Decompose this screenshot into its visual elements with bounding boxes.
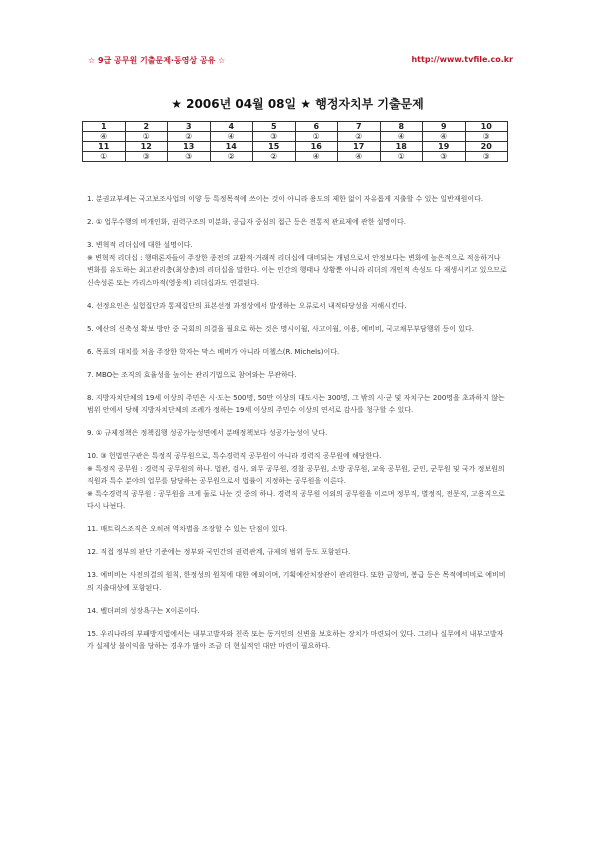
explanation-q14: 14. 벨더퍼의 성장욕구는 X이론이다. — [87, 606, 200, 615]
question-number-cell: 15 — [253, 142, 296, 152]
explanation-q15: 15. 우리나라의 부패방지법에서는 내부고발자와 친족 또는 동거인의 신변을 보호하는 장치가 마련되어 있다. 그러나 실무에서 내부고발자가 실제상 불이익을 당하는 경우가 많아 조금 더 현실적인 대안 마련이 필요하다. — [87, 629, 504, 650]
header-url-link[interactable]: http://www.tvfile.co.kr — [411, 55, 513, 64]
answer-cell: ③ — [253, 132, 296, 142]
page-header — [80, 55, 515, 67]
explanation-q10: 10. ③ 헌법연구관은 특정직 공무원으로, 특수경력직 공무원이 아니라 경력직 공무원에 해당한다. — [87, 452, 382, 460]
explanation-q11: 11. 매트릭스조직은 오히려 역차별을 조장할 수 있는 단점이 있다. — [87, 525, 288, 533]
explanation-q13: 13. 예비비는 사전의결의 원칙, 한정성의 원칙에 대한 예외이며, 기획예산처장관이 관리한다. 또한 금항비, 봉급 등은 목적예비비로 예비비의 지출대상에 포함된다. — [87, 571, 506, 592]
answer-cell: ④ — [338, 152, 381, 162]
document-title: ★ 2006년 04월 08일 ★ 행정자치부 기출문제 — [171, 97, 424, 111]
question-number-cell: 2 — [125, 122, 168, 132]
answer-cell: ③ — [168, 152, 211, 162]
answer-cell: ① — [83, 152, 126, 162]
answer-cell: ③ — [125, 152, 168, 162]
question-number-cell: 4 — [210, 122, 253, 132]
explanation-q4: 4. 선정요인은 실험집단과 통제집단의 표본선정 과정상에서 발생하는 오류로서 내적타당성을 저해시킨다. — [87, 301, 407, 310]
answer-cell: ② — [168, 132, 211, 142]
question-number-cell: 16 — [295, 142, 338, 152]
answer-table-row — [83, 132, 508, 142]
question-number-cell: 18 — [380, 142, 423, 152]
explanation-q3-note: ※ 변혁적 리더십 : 행태론자들이 주장한 종전의 교환적·거래적 리더십에 대비되는 개념으로서 안정보다는 변화에 높은적으로 적응하거나 변화를 유도하는 최고관리층(최상층)의 리더십을 말한다. 이는 인간의 행태나 상황뿐 아니라 리더의 개인적 속성도 다 재생시키고 있으므로 신속성론 또는 카리스마적(영웅적) 리더십과도 연결된다. — [87, 253, 507, 287]
explanation-q6: 6. 목표의 대치를 처음 주장한 학자는 막스 베버가 아니라 미첼스(R. Michels)이다. — [87, 347, 340, 356]
question-number-cell: 6 — [295, 122, 338, 132]
explanation-q12: 12. 직접 정부의 판단 기준에는 정부와 국민간의 권력관계, 규제의 범위 등도 포함된다. — [87, 548, 351, 556]
answer-cell: ① — [380, 152, 423, 162]
question-number-cell: 10 — [465, 122, 508, 132]
answer-cell: ② — [253, 152, 296, 162]
question-number-cell: 17 — [338, 142, 381, 152]
question-number-cell: 19 — [423, 142, 466, 152]
answer-cell: ④ — [210, 132, 253, 142]
explanations — [87, 193, 508, 663]
question-number-cell: 5 — [253, 122, 296, 132]
question-number-cell: 8 — [380, 122, 423, 132]
answer-cell: ② — [210, 152, 253, 162]
answer-cell: ① — [125, 132, 168, 142]
question-number-cell: 1 — [83, 122, 126, 132]
question-number-cell: 14 — [210, 142, 253, 152]
answer-cell: ③ — [465, 152, 508, 162]
explanation-q5: 5. 예산의 신축성 확보 방안 중 국회의 의결을 필요로 하는 것은 명시이월, 사고이월, 이용, 예비비, 국고채무부담행위 등이 있다. — [87, 324, 474, 333]
answer-cell: ③ — [465, 132, 508, 142]
question-number-cell: 11 — [83, 142, 126, 152]
explanation-q3: 3. 변혁적 리더십에 대한 설명이다. — [87, 241, 193, 249]
answer-table — [82, 121, 508, 162]
answer-table-row — [83, 122, 508, 132]
question-number-cell: 3 — [168, 122, 211, 132]
explanation-q10-note1: ※ 특정직 공무원 : 경력직 공무원의 하나. 법관, 검사, 외무 공무원, 경찰 공무원, 소방 공무원, 교육 공무원, 군인, 군무원 및 국가 정보원의 직원과 특수 분야의 업무를 담당하는 공무원으로서 법률이 지정하는 공무원을 이른다. — [87, 464, 505, 485]
question-number-cell: 12 — [125, 142, 168, 152]
question-number-cell: 13 — [168, 142, 211, 152]
explanation-q1: 1. 분권교부세는 국고보조사업의 이양 등 특정목적에 쓰이는 것이 아니라 용도의 제한 없이 자유롭게 지출할 수 있는 일반재원이다. — [87, 195, 484, 203]
explanation-q10-note2: ※ 특수경력직 공무원 : 공무원을 크게 둘로 나눈 것 중의 하나. 경력직 공무원 이외의 공무원을 이르며 정무직, 별정직, 전문직, 고용직으로 다시 나뉜다. — [87, 489, 505, 510]
answer-cell: ④ — [423, 132, 466, 142]
question-number-cell: 20 — [465, 142, 508, 152]
question-number-cell: 9 — [423, 122, 466, 132]
answer-cell: ① — [295, 132, 338, 142]
explanation-q2: 2. ① 업무수행의 비개인화, 권력구조의 미분화, 공급자 중심의 접근 등은 전통적 관료제에 관한 설명이다. — [87, 218, 407, 226]
question-number-cell: 7 — [338, 122, 381, 132]
explanation-q8: 8. 지방자치단체의 19세 이상의 주민은 시·도는 500명, 50만 이상의 대도시는 300명, 그 밖의 시·군 및 자치구는 200명을 초과하지 않는 범위 안에서 당해 지방자치단체의 조례가 정하는 19세 이상의 주민수 이상의 연서로 감사를 청구할 수 있다. — [87, 393, 505, 414]
answer-cell: ③ — [423, 152, 466, 162]
explanation-q9: 9. ① 규제정책은 정책집행 성공가능성면에서 분배정책보다 성공가능성이 낮다. — [87, 429, 328, 437]
answer-table-row — [83, 142, 508, 152]
answer-cell: ④ — [380, 132, 423, 142]
explanation-q7: 7. MBO는 조직의 효율성을 높이는 관리기법으로 참여와는 무관하다. — [87, 370, 297, 379]
answer-cell: ④ — [83, 132, 126, 142]
answer-cell: ② — [338, 132, 381, 142]
answer-cell: ④ — [295, 152, 338, 162]
answer-table-row — [83, 152, 508, 162]
header-site-label: ☆ 9급 공무원 기출문제·동영상 공유 ☆ — [88, 56, 226, 65]
